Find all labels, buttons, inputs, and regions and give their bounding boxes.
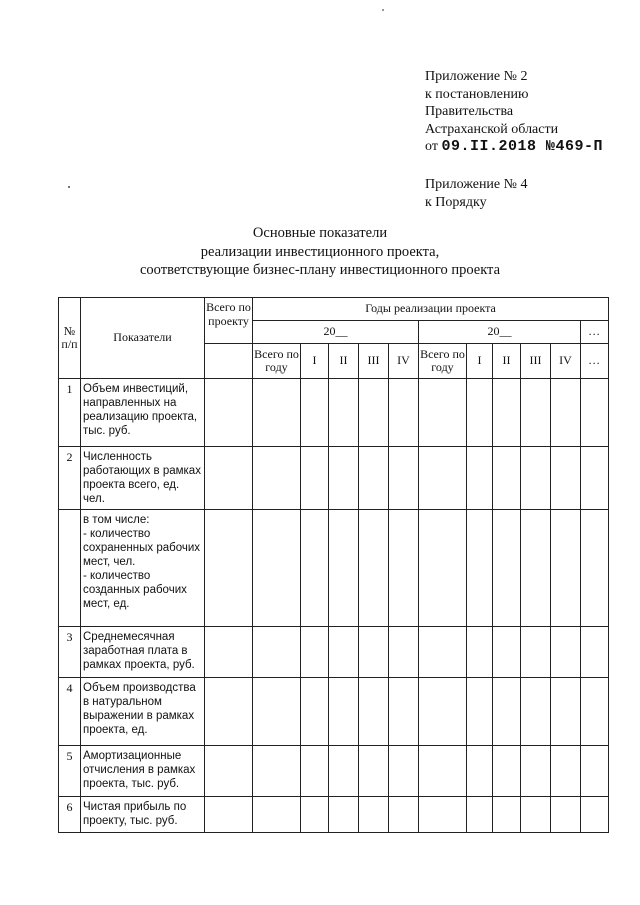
value-cell[interactable] — [301, 746, 329, 797]
value-cell[interactable] — [389, 797, 419, 833]
value-cell[interactable] — [301, 379, 329, 447]
annex-line-1: Приложение № 2 — [425, 69, 528, 84]
value-cell[interactable] — [253, 447, 301, 510]
value-cell[interactable] — [253, 746, 301, 797]
row-indicator-label: в том числе: - количество сохраненных рабочих мест, чел. - количество созданных рабочих мест, ед. — [81, 510, 205, 627]
value-cell[interactable] — [551, 678, 581, 746]
header-more: … — [581, 344, 609, 379]
value-cell[interactable] — [419, 510, 467, 627]
row-number: 4 — [59, 678, 81, 746]
value-cell[interactable] — [301, 627, 329, 678]
value-cell[interactable] — [253, 627, 301, 678]
value-cell[interactable] — [419, 746, 467, 797]
value-cell[interactable] — [359, 746, 389, 797]
annex-4-line-2: к Порядку — [425, 194, 487, 210]
value-cell[interactable] — [467, 379, 493, 447]
value-cell[interactable] — [493, 379, 521, 447]
value-cell[interactable] — [359, 627, 389, 678]
header-year-more: … — [581, 321, 609, 344]
value-cell[interactable] — [493, 447, 521, 510]
table-row — [59, 447, 609, 510]
header-years: Годы реализации проекта — [253, 298, 609, 321]
value-cell[interactable] — [581, 447, 609, 510]
value-cell[interactable] — [493, 510, 521, 627]
table-row — [59, 678, 609, 746]
header-indicators: Показатели — [81, 298, 205, 379]
value-cell[interactable] — [359, 678, 389, 746]
table-row — [59, 379, 609, 447]
row-number: 6 — [59, 797, 81, 833]
row-indicator-label: Амортизационные отчисления в рамках проекта, тыс. руб. — [81, 746, 205, 797]
annex-block — [425, 68, 603, 156]
indicators-table — [58, 297, 609, 833]
value-cell[interactable] — [581, 797, 609, 833]
header-total: Всего по проекту — [205, 298, 253, 344]
value-cell[interactable] — [253, 797, 301, 833]
value-cell[interactable] — [205, 510, 253, 627]
value-cell[interactable] — [581, 678, 609, 746]
value-cell[interactable] — [419, 627, 467, 678]
header-q1-y1: I — [301, 344, 329, 379]
value-cell[interactable] — [205, 678, 253, 746]
row-indicator-label: Чистая прибыль по проекту, тыс. руб. — [81, 797, 205, 833]
value-cell[interactable] — [581, 510, 609, 627]
header-blank — [205, 344, 253, 379]
row-number: 1 — [59, 379, 81, 447]
value-cell[interactable] — [329, 379, 359, 447]
row-number: 3 — [59, 627, 81, 678]
value-cell[interactable] — [389, 746, 419, 797]
header-year-1: 20__ — [253, 321, 419, 344]
value-cell[interactable] — [521, 746, 551, 797]
value-cell[interactable] — [205, 797, 253, 833]
header-total-year-1: Всего по году — [253, 344, 301, 379]
table-row — [59, 627, 609, 678]
value-cell[interactable] — [205, 627, 253, 678]
value-cell[interactable] — [205, 746, 253, 797]
value-cell[interactable] — [389, 678, 419, 746]
header-q2-y2: II — [493, 344, 521, 379]
value-cell[interactable] — [419, 797, 467, 833]
title-line-2: реализации инвестиционного проекта, — [200, 243, 440, 260]
date-prefix: от — [425, 139, 438, 154]
value-cell[interactable] — [359, 797, 389, 833]
value-cell[interactable] — [389, 510, 419, 627]
header-q3-y2: III — [521, 344, 551, 379]
value-cell[interactable] — [467, 746, 493, 797]
table-row — [59, 510, 609, 627]
annex-line-4: Астраханской области — [425, 121, 559, 137]
value-cell[interactable] — [329, 746, 359, 797]
row-indicator-label: Объем инвестиций, направленных на реализацию проекта, тыс. руб. — [81, 379, 205, 447]
value-cell[interactable] — [581, 627, 609, 678]
annex-line-3: Правительства — [425, 104, 514, 119]
table-body — [59, 379, 609, 833]
value-cell[interactable] — [419, 379, 467, 447]
scan-speck — [68, 186, 70, 188]
annex-line-5 — [425, 138, 603, 156]
value-cell[interactable] — [521, 797, 551, 833]
header-q1-y2: I — [467, 344, 493, 379]
value-cell[interactable] — [329, 510, 359, 627]
row-indicator-label: Среднемесячная заработная плата в рамках проекта, руб. — [81, 627, 205, 678]
value-cell[interactable] — [493, 678, 521, 746]
header-q4-y2: IV — [551, 344, 581, 379]
value-cell[interactable] — [551, 797, 581, 833]
value-cell[interactable] — [205, 379, 253, 447]
value-cell[interactable] — [551, 627, 581, 678]
value-cell[interactable] — [329, 678, 359, 746]
title-line-3: соответствующие бизнес-плану инвестиционного проекта — [139, 262, 501, 278]
value-cell[interactable] — [301, 510, 329, 627]
value-cell[interactable] — [581, 746, 609, 797]
value-cell[interactable] — [551, 746, 581, 797]
header-total-year-2: Всего по году — [419, 344, 467, 379]
header-num: № п/п — [59, 298, 81, 379]
value-cell[interactable] — [467, 797, 493, 833]
value-cell[interactable] — [389, 379, 419, 447]
scan-speck — [382, 9, 384, 11]
table-row — [59, 797, 609, 833]
value-cell[interactable] — [493, 746, 521, 797]
value-cell[interactable] — [521, 379, 551, 447]
table-row — [59, 746, 609, 797]
header-row-1 — [59, 298, 609, 321]
row-indicator-label: Численность работающих в рамках проекта всего, ед. чел. — [81, 447, 205, 510]
row-indicator-label: Объем производства в натуральном выражении в рамках проекта, ед. — [81, 678, 205, 746]
value-cell[interactable] — [521, 627, 551, 678]
value-cell[interactable] — [419, 447, 467, 510]
value-cell[interactable] — [205, 447, 253, 510]
value-cell[interactable] — [493, 627, 521, 678]
value-cell[interactable] — [467, 510, 493, 627]
annex-4-block — [425, 176, 528, 211]
value-cell[interactable] — [329, 447, 359, 510]
value-cell[interactable] — [329, 627, 359, 678]
value-cell[interactable] — [389, 447, 419, 510]
value-cell[interactable] — [521, 447, 551, 510]
value-cell[interactable] — [301, 797, 329, 833]
document-title — [0, 224, 640, 280]
value-cell[interactable] — [551, 510, 581, 627]
row-number: 2 — [59, 447, 81, 510]
value-cell[interactable] — [301, 447, 329, 510]
header-year-2: 20__ — [419, 321, 581, 344]
header-q3-y1: III — [359, 344, 389, 379]
value-cell[interactable] — [359, 447, 389, 510]
row-number — [59, 510, 81, 627]
header-q4-y1: IV — [389, 344, 419, 379]
value-cell[interactable] — [521, 678, 551, 746]
value-cell[interactable] — [521, 510, 551, 627]
value-cell[interactable] — [551, 379, 581, 447]
row-number: 5 — [59, 746, 81, 797]
value-cell[interactable] — [253, 379, 301, 447]
value-cell[interactable] — [301, 678, 329, 746]
annex-4-line-1: Приложение № 4 — [425, 177, 528, 192]
title-line-1: Основные показатели — [252, 225, 388, 241]
annex-line-2: к постановлению — [425, 86, 529, 102]
header-q2-y1: II — [329, 344, 359, 379]
value-cell[interactable] — [329, 797, 359, 833]
value-cell[interactable] — [493, 797, 521, 833]
value-cell[interactable] — [253, 678, 301, 746]
date-number-stamp: 09.II.2018 №469-П — [441, 138, 603, 155]
value-cell[interactable] — [551, 447, 581, 510]
value-cell[interactable] — [581, 379, 609, 447]
value-cell[interactable] — [389, 627, 419, 678]
value-cell[interactable] — [467, 447, 493, 510]
value-cell[interactable] — [359, 379, 389, 447]
value-cell[interactable] — [253, 510, 301, 627]
value-cell[interactable] — [467, 627, 493, 678]
value-cell[interactable] — [359, 510, 389, 627]
value-cell[interactable] — [419, 678, 467, 746]
value-cell[interactable] — [467, 678, 493, 746]
